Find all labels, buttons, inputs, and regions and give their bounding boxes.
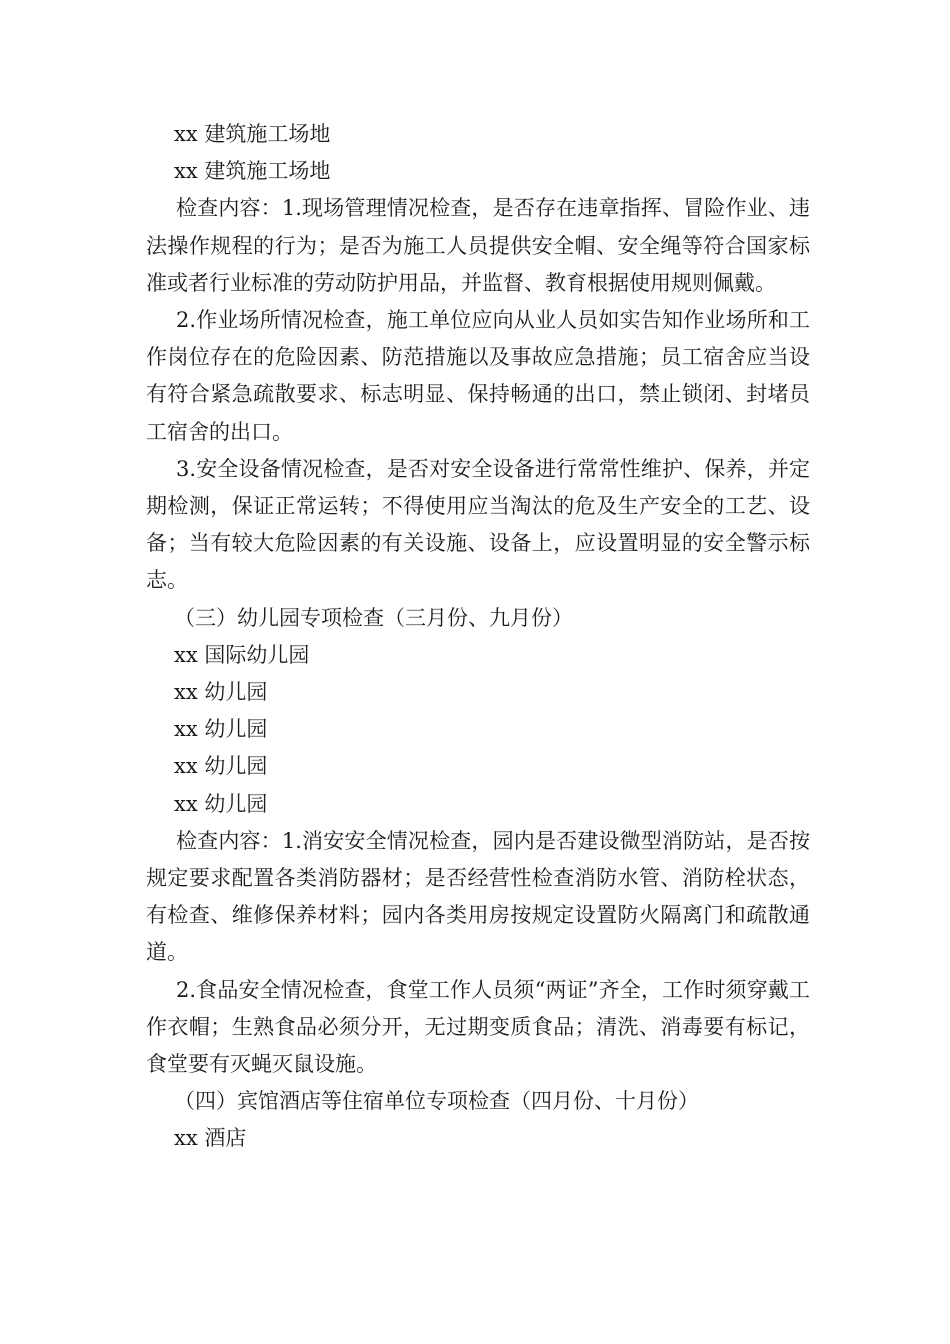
list-item: xx 幼儿园 (174, 717, 268, 742)
list-item: xx 幼儿园 (174, 754, 268, 779)
list-item: xx 幼儿园 (174, 791, 268, 816)
section-heading-kindergarten: （三）幼儿园专项检查（三月份、九月份） (174, 605, 573, 630)
paragraph-workplace: 2.作业场所情况检查，施工单位应向从业人员如实告知作业场所和工作岗位存在的危险因素、防范措施以及事故应急措施；员工宿舍应当设有符合紧急疏散要求、标志明显、保持畅通的出口，禁止锁闭、封堵员工宿舍的出口。 (146, 307, 810, 444)
list-item: xx 国际幼儿园 (174, 642, 310, 667)
list-item: xx 建筑施工场地 (174, 122, 331, 146)
paragraph-site-management: 检查内容：1.现场管理情况检查，是否存在违章指挥、冒险作业、违法操作规程的行为；是否为施工人员提供安全帽、安全绳等符合国家标准或者行业标准的劳动防护用品，并监督、教育根据使用规则佩戴。 (146, 196, 810, 295)
list-item: xx 幼儿园 (174, 679, 268, 704)
paragraph-safety-equipment: 3.安全设备情况检查，是否对安全设备进行常常性维护、保养，并定期检测，保证正常运转；不得使用应当淘汰的危及生产安全的工艺、设备；当有较大危险因素的有关设施、设备上，应设置明显的安全警示标志。 (146, 456, 810, 593)
paragraph-food-safety: 2.食品安全情况检查，食堂工作人员须“两证”齐全，工作时须穿戴工作衣帽；生熟食品必须分开，无过期变质食品；清洗、消毒要有标记，食堂要有灭蝇灭鼠设施。 (146, 977, 810, 1076)
list-item: xx 建筑施工场地 (174, 159, 331, 184)
list-item: xx 酒店 (174, 1126, 247, 1151)
document-body (146, 116, 810, 1158)
paragraph-fire-safety: 检查内容：1.消安安全情况检查，园内是否建设微型消防站，是否按规定要求配置各类消防器材；是否经营性检查消防水管、消防栓状态，有检查、维修保养材料；园内各类用房按规定设置防火隔离门和疏散通道。 (146, 828, 810, 965)
section-heading-hotel: （四）宾馆酒店等住宿单位专项检查（四月份、十月份） (174, 1089, 699, 1114)
